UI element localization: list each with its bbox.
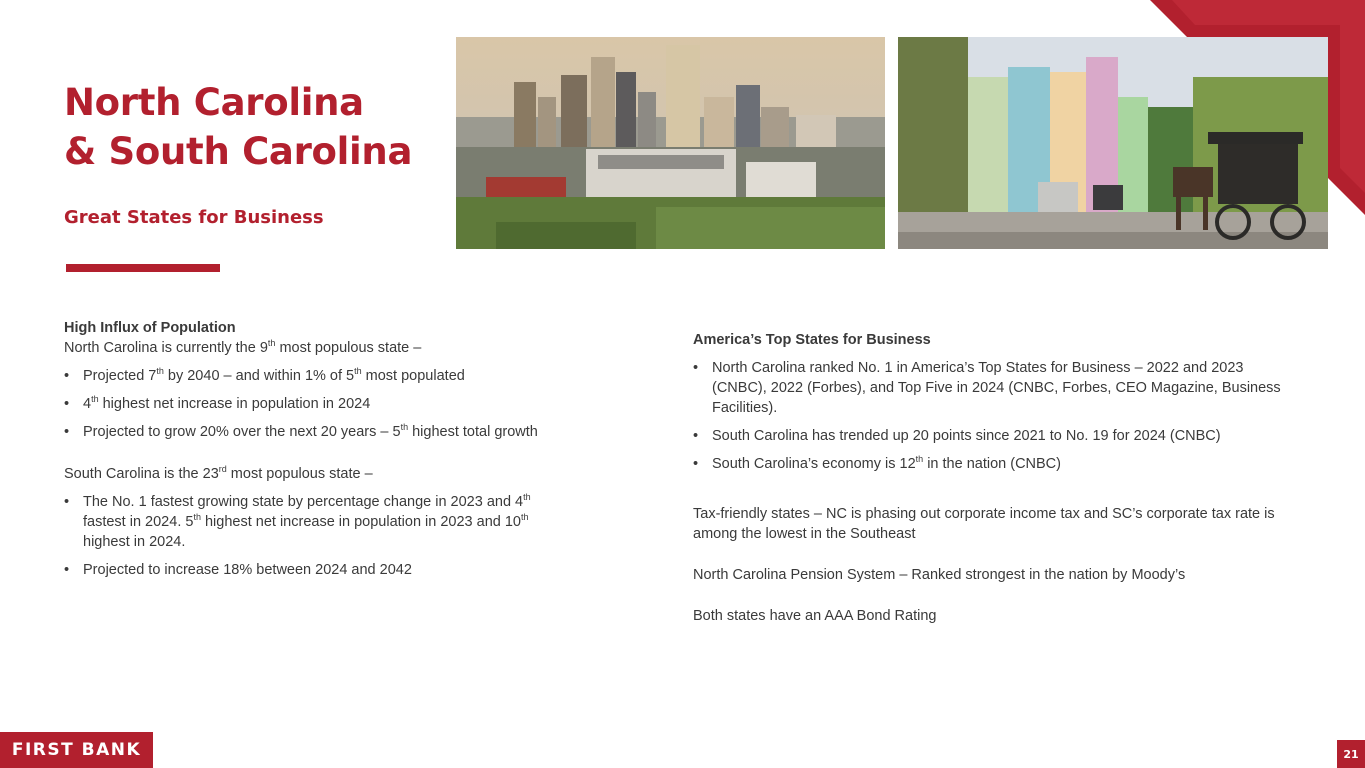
superscript: th bbox=[156, 366, 164, 377]
population-column bbox=[64, 318, 564, 580]
bullet-text: 4 bbox=[83, 396, 92, 412]
bullet-text: The No. 1 fastest growing state by percentage change in 2023 and 4 bbox=[83, 494, 524, 510]
bullet-mark: • bbox=[693, 456, 699, 472]
nc-intro bbox=[64, 338, 564, 358]
bullet-text: South Carolina has trended up 20 points since 2021 to No. 19 for 2024 (CNBC) bbox=[712, 428, 1221, 444]
nc-population-list bbox=[64, 366, 564, 442]
superscript: th bbox=[400, 422, 409, 433]
bullet-text: North Carolina ranked No. 1 in America’s Top States for Business – 2022 and 2023 (CNBC), 2022 (Forbes), and Top Five in 2024 (CNBC, Forbes, CEO Magazine, Business Facilities). bbox=[712, 360, 1281, 416]
bullet-mark: • bbox=[64, 494, 70, 510]
page-subtitle: Great States for Business bbox=[64, 207, 324, 228]
sc-intro-text: South Carolina is the 23 bbox=[64, 466, 219, 482]
nc-intro-sup: th bbox=[267, 338, 276, 349]
top-states-heading: America’s Top States for Business bbox=[693, 332, 931, 348]
bullet-item bbox=[64, 560, 564, 580]
bullet-text: Projected to grow 20% over the next 20 years – 5 bbox=[83, 424, 401, 440]
page-title bbox=[64, 78, 412, 176]
bullet-item bbox=[693, 454, 1293, 474]
bullet-text: South Carolina’s economy is 12 bbox=[712, 456, 916, 472]
sc-intro bbox=[64, 464, 564, 484]
sc-intro-text-end: most populous state – bbox=[226, 466, 373, 482]
bullet-item bbox=[64, 394, 564, 414]
bullet-mark: • bbox=[64, 368, 70, 384]
title-line-1: North Carolina bbox=[64, 81, 364, 124]
bullet-item bbox=[64, 422, 564, 442]
page-number: 21 bbox=[1337, 740, 1365, 768]
bullet-mark: • bbox=[64, 396, 70, 412]
bullet-text: in the nation (CNBC) bbox=[923, 456, 1061, 472]
sc-population-list bbox=[64, 492, 564, 580]
pension-text: North Carolina Pension System – Ranked strongest in the nation by Moody’s bbox=[693, 567, 1186, 583]
rainbow-row-carriage-photo bbox=[898, 37, 1328, 249]
sc-intro-sup: rd bbox=[218, 464, 227, 475]
bullet-text: fastest in 2024. 5 bbox=[83, 514, 194, 530]
top-states-list bbox=[693, 358, 1293, 474]
bullet-mark: • bbox=[693, 428, 699, 444]
first-bank-logo: FIRST BANK bbox=[0, 732, 153, 768]
superscript: th bbox=[193, 512, 201, 523]
nc-intro-text: North Carolina is currently the 9 bbox=[64, 340, 268, 356]
superscript: th bbox=[354, 366, 362, 377]
bond-rating-text: Both states have an AAA Bond Rating bbox=[693, 608, 937, 624]
bullet-item bbox=[64, 366, 564, 386]
superscript: th bbox=[523, 492, 531, 503]
bullet-mark: • bbox=[693, 360, 699, 376]
bullet-text: highest net increase in population in 2024 bbox=[98, 396, 371, 412]
bullet-text: Projected to increase 18% between 2024 and 2042 bbox=[83, 562, 412, 578]
superscript: th bbox=[521, 512, 529, 523]
title-line-2: & South Carolina bbox=[64, 130, 413, 173]
bullet-text: by 2040 – and within 1% of 5 bbox=[163, 368, 355, 384]
superscript: th bbox=[91, 394, 99, 405]
title-accent-bar bbox=[66, 264, 220, 272]
tax-friendly-text: Tax-friendly states – NC is phasing out corporate income tax and SC’s corporate tax rate is among the lowest in the Southeast bbox=[693, 506, 1275, 542]
bullet-mark: • bbox=[64, 424, 70, 440]
bullet-text: highest in 2024. bbox=[83, 534, 186, 550]
nc-intro-text-end: most populous state – bbox=[275, 340, 422, 356]
bullet-item bbox=[693, 426, 1293, 446]
bullet-text: highest net increase in population in 2023 and 10 bbox=[200, 514, 522, 530]
city-skyline-photo bbox=[456, 37, 885, 249]
bullet-item bbox=[64, 492, 564, 552]
superscript: th bbox=[915, 454, 924, 465]
bullet-text: most populated bbox=[361, 368, 465, 384]
bullet-text: highest total growth bbox=[408, 424, 538, 440]
population-heading: High Influx of Population bbox=[64, 320, 236, 336]
bullet-item bbox=[693, 358, 1293, 418]
business-column bbox=[693, 330, 1293, 626]
bullet-text: Projected 7 bbox=[83, 368, 157, 384]
bullet-mark: • bbox=[64, 562, 70, 578]
